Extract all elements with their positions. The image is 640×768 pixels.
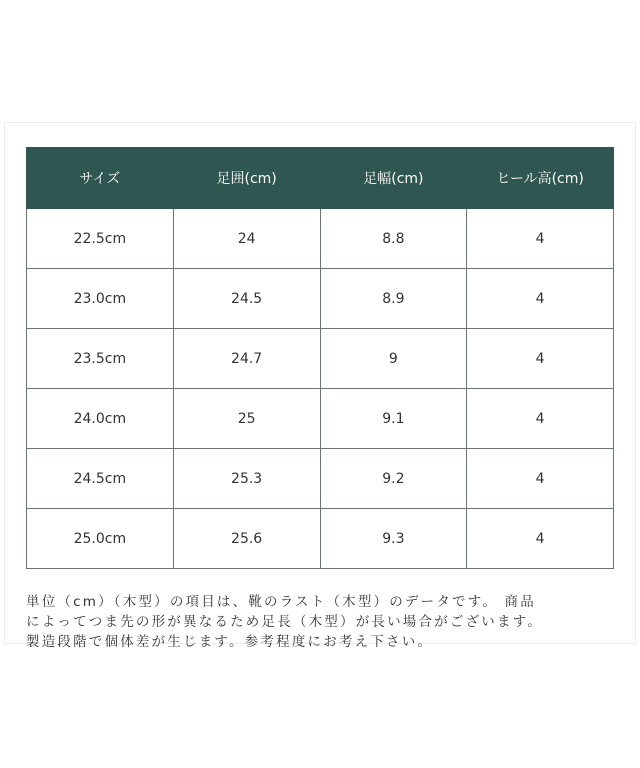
cell-foot-width: 8.8 (320, 209, 467, 269)
header-foot-width: 足幅(cm) (320, 148, 467, 209)
cell-foot-girth: 25.3 (173, 449, 320, 509)
header-heel-height: ヒール高(cm) (467, 148, 614, 209)
cell-size: 23.0cm (27, 269, 174, 329)
cell-heel-height: 4 (467, 269, 614, 329)
note-line: 単位（cm）（木型）の項目は、靴のラスト（木型）のデータです。 商品 (26, 594, 536, 610)
table-row (27, 269, 614, 329)
cell-size: 24.5cm (27, 449, 174, 509)
header-size: サイズ (27, 148, 174, 209)
note-line: 製造段階で個体差が生じます。参考程度にお考え下さい。 (26, 634, 434, 650)
cell-foot-girth: 25 (173, 389, 320, 449)
cell-foot-width: 9.2 (320, 449, 467, 509)
cell-foot-width: 9 (320, 329, 467, 389)
table-row (27, 449, 614, 509)
cell-heel-height: 4 (467, 449, 614, 509)
cell-size: 22.5cm (27, 209, 174, 269)
cell-size: 24.0cm (27, 389, 174, 449)
size-note (26, 592, 616, 652)
note-line: によってつま先の形が異なるため足長（木型）が長い場合がございます。 (26, 614, 544, 630)
header-foot-girth: 足囲(cm) (173, 148, 320, 209)
cell-foot-girth: 24.7 (173, 329, 320, 389)
cell-size: 25.0cm (27, 509, 174, 569)
cell-foot-width: 9.1 (320, 389, 467, 449)
cell-foot-width: 9.3 (320, 509, 467, 569)
cell-foot-girth: 24 (173, 209, 320, 269)
table-header-row (27, 148, 614, 209)
cell-heel-height: 4 (467, 389, 614, 449)
cell-size: 23.5cm (27, 329, 174, 389)
table-row (27, 389, 614, 449)
cell-foot-girth: 25.6 (173, 509, 320, 569)
size-chart-table (26, 147, 614, 569)
cell-foot-girth: 24.5 (173, 269, 320, 329)
table-row (27, 329, 614, 389)
cell-heel-height: 4 (467, 329, 614, 389)
cell-heel-height: 4 (467, 209, 614, 269)
cell-heel-height: 4 (467, 509, 614, 569)
table-row (27, 209, 614, 269)
table-row (27, 509, 614, 569)
cell-foot-width: 8.9 (320, 269, 467, 329)
